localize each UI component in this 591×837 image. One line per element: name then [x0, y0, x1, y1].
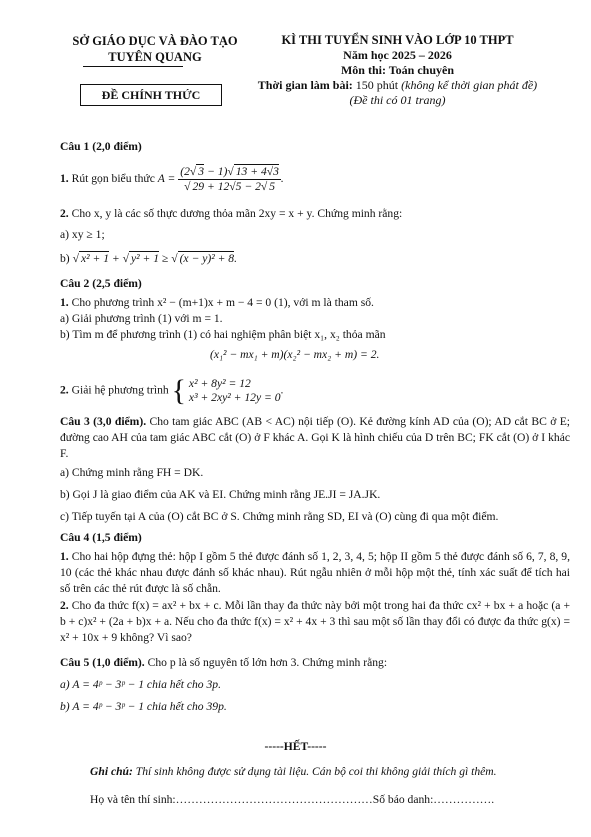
official-stamp: ĐỀ CHÍNH THỨC: [80, 84, 222, 106]
formula-q1b: √ x² + 1 + √ y² + 1 ≥ √ (x − y)² + 8.: [72, 252, 237, 265]
exam-title: KÌ THI TUYỂN SINH VÀO LỚP 10 THPT: [281, 33, 514, 47]
q2-condition-equation: (x₁² − mx₁ + m)(x₂² − mx₂ + m) = 2.: [210, 348, 380, 361]
formula-a: A = $\frac{(2√ 3 - 1)√ 13 + 4√3}{√ 29 + 12√5 - 2√ 5}$ .: [157, 165, 284, 193]
department-header: [40, 33, 270, 65]
footer-note-text: Thí sinh không được sử dụng tài liệu. Cán bộ coi thi không giải thích gì thêm.: [132, 765, 497, 778]
q3-intro: [60, 414, 570, 462]
subject: Môn thi: Toán chuyên: [340, 63, 455, 77]
q5-a: a) A = 4ᵖ − 3ᵖ − 1 chia hết cho 3p.: [60, 678, 221, 691]
q2-part2-text: Giải hệ phương trình: [68, 383, 172, 397]
q4-part2-text: Cho đa thức f(x) = ax² + bx + c. Mỗi lần thay đa thức này bởi một trong hai đa thức cx² + bx + a hoặc (a + b + c)x² + (2a + b)x + a. Nếu cho đa thức f(x) = x² + 4x + 3 thì sau một số lần thay đổi có được đa thức g(x) = x² + 10x + 9 không? Vì sao?: [60, 599, 570, 644]
q5-intro: [60, 656, 561, 670]
time-line: [245, 78, 550, 93]
q4-part2-label: 2.: [60, 599, 69, 612]
q1-part1-text: Rút gọn biểu thức: [68, 172, 158, 186]
system-brace: {: [171, 374, 187, 407]
candidate-info-line: Họ và tên thí sinh:……………………………………………Số báo danh:…………….: [90, 793, 495, 806]
q1-part2-label: 2.: [60, 207, 69, 220]
q2-b: b) Tìm m để phương trình (1) có hai nghiệm phân biệt x₁, x₂ thỏa mãn: [60, 328, 386, 341]
equation-system: [189, 377, 281, 405]
department-line-2: TUYÊN QUANG: [108, 50, 202, 64]
q2-part1-text: Cho phương trình x² − (m+1)x + m − 4 = 0 (1), với m là tham số.: [68, 296, 374, 309]
q3-text: Cho tam giác ABC (AB < AC) nội tiếp (O). Kẻ đường kính AD của (O); AD cắt BC ở E; đường cao AH của tam giác ABC cắt (O) ở F khác A. Gọi K là hình chiếu của D trên BC; FK cắt (O) ở I khác F.: [60, 415, 570, 460]
q2-part1: [60, 296, 561, 310]
q5-b: b) A = 4ᵖ − 3ᵖ − 1 chia hết cho 39p.: [60, 700, 227, 713]
q2-title: Câu 2 (2,5 điểm): [60, 277, 142, 290]
q2-a: a) Giải phương trình (1) với m = 1.: [60, 312, 223, 325]
q4-title: Câu 4 (1,5 điểm): [60, 531, 142, 544]
footer-note-label: Ghi chú:: [90, 765, 133, 778]
time-note: (không kể thời gian phát đề): [401, 78, 538, 92]
pages-note: (Đề thi có 01 trang): [349, 93, 446, 107]
end-marker: -----HẾT-----: [264, 740, 327, 753]
q3-title: Câu 3 (3,0 điểm).: [60, 415, 147, 428]
school-year: Năm học 2025 – 2026: [343, 48, 452, 62]
q1-b: [60, 252, 561, 266]
q1-b-label: b): [60, 252, 70, 265]
q2-part2: 2. Giải hệ phương trình { x² + 8y² = 12 x³ + 2xy² + 12y = 0 .: [60, 374, 284, 407]
q1-part2-text: Cho x, y là các số thực dương thỏa mãn 2xy = x + y. Chứng minh rằng:: [68, 207, 403, 220]
q3-a: a) Chứng minh rằng FH = DK.: [60, 466, 204, 479]
q1-part1: [60, 165, 561, 194]
q2-part2-label: 2.: [60, 383, 69, 397]
q4-part1: [60, 549, 570, 597]
q5-title: Câu 5 (1,0 điểm).: [60, 656, 145, 669]
time-label: Thời gian làm bài:: [257, 78, 353, 92]
exam-header: [245, 33, 550, 108]
q1-a: a) xy ≥ 1;: [60, 228, 105, 241]
q2-part1-label: 1.: [60, 296, 69, 309]
footer-note: [90, 765, 497, 778]
department-line-1: SỞ GIÁO DỤC VÀ ĐÀO TẠO: [72, 34, 238, 48]
formula-a-fraction: $\frac{(2√ 3 - 1)√ 13 + 4√3}{√ 29 + 12√5 - 2√ 5}$: [180, 165, 279, 193]
header-underline: [83, 66, 183, 67]
q3-b: b) Gọi J là giao điểm của AK và EI. Chứng minh rằng JE.JI = JA.JK.: [60, 488, 381, 501]
system-eq-2: x³ + 2xy² + 12y = 0: [188, 391, 281, 404]
q3-c: c) Tiếp tuyến tại A của (O) cắt BC ở S. Chứng minh rằng SD, EI và (O) cùng đi qua một điểm.: [60, 510, 499, 523]
q4-part2: [60, 598, 570, 646]
q4-part1-label: 1.: [60, 550, 69, 563]
time-value: 150 phút: [352, 78, 402, 92]
q1-part2: [60, 207, 561, 221]
q1-part1-label: 1.: [60, 172, 69, 186]
q4-part1-text: Cho hai hộp đựng thẻ: hộp I gồm 5 thẻ được đánh số 1, 2, 3, 4, 5; hộp II gồm 5 thẻ được đánh số 6, 7, 8, 9, 10 (các thẻ khác nhau được đánh số khác nhau). Rút ngẫu nhiên ở mỗi hộp một thẻ, tính xác suất để tích hai số trên các thẻ rút được là số chẵn.: [60, 550, 570, 595]
q5-text: Cho p là số nguyên tố lớn hơn 3. Chứng minh rằng:: [144, 656, 388, 669]
q1-title: Câu 1 (2,0 điểm): [60, 140, 142, 153]
system-eq-1: x² + 8y² = 12: [188, 377, 251, 390]
